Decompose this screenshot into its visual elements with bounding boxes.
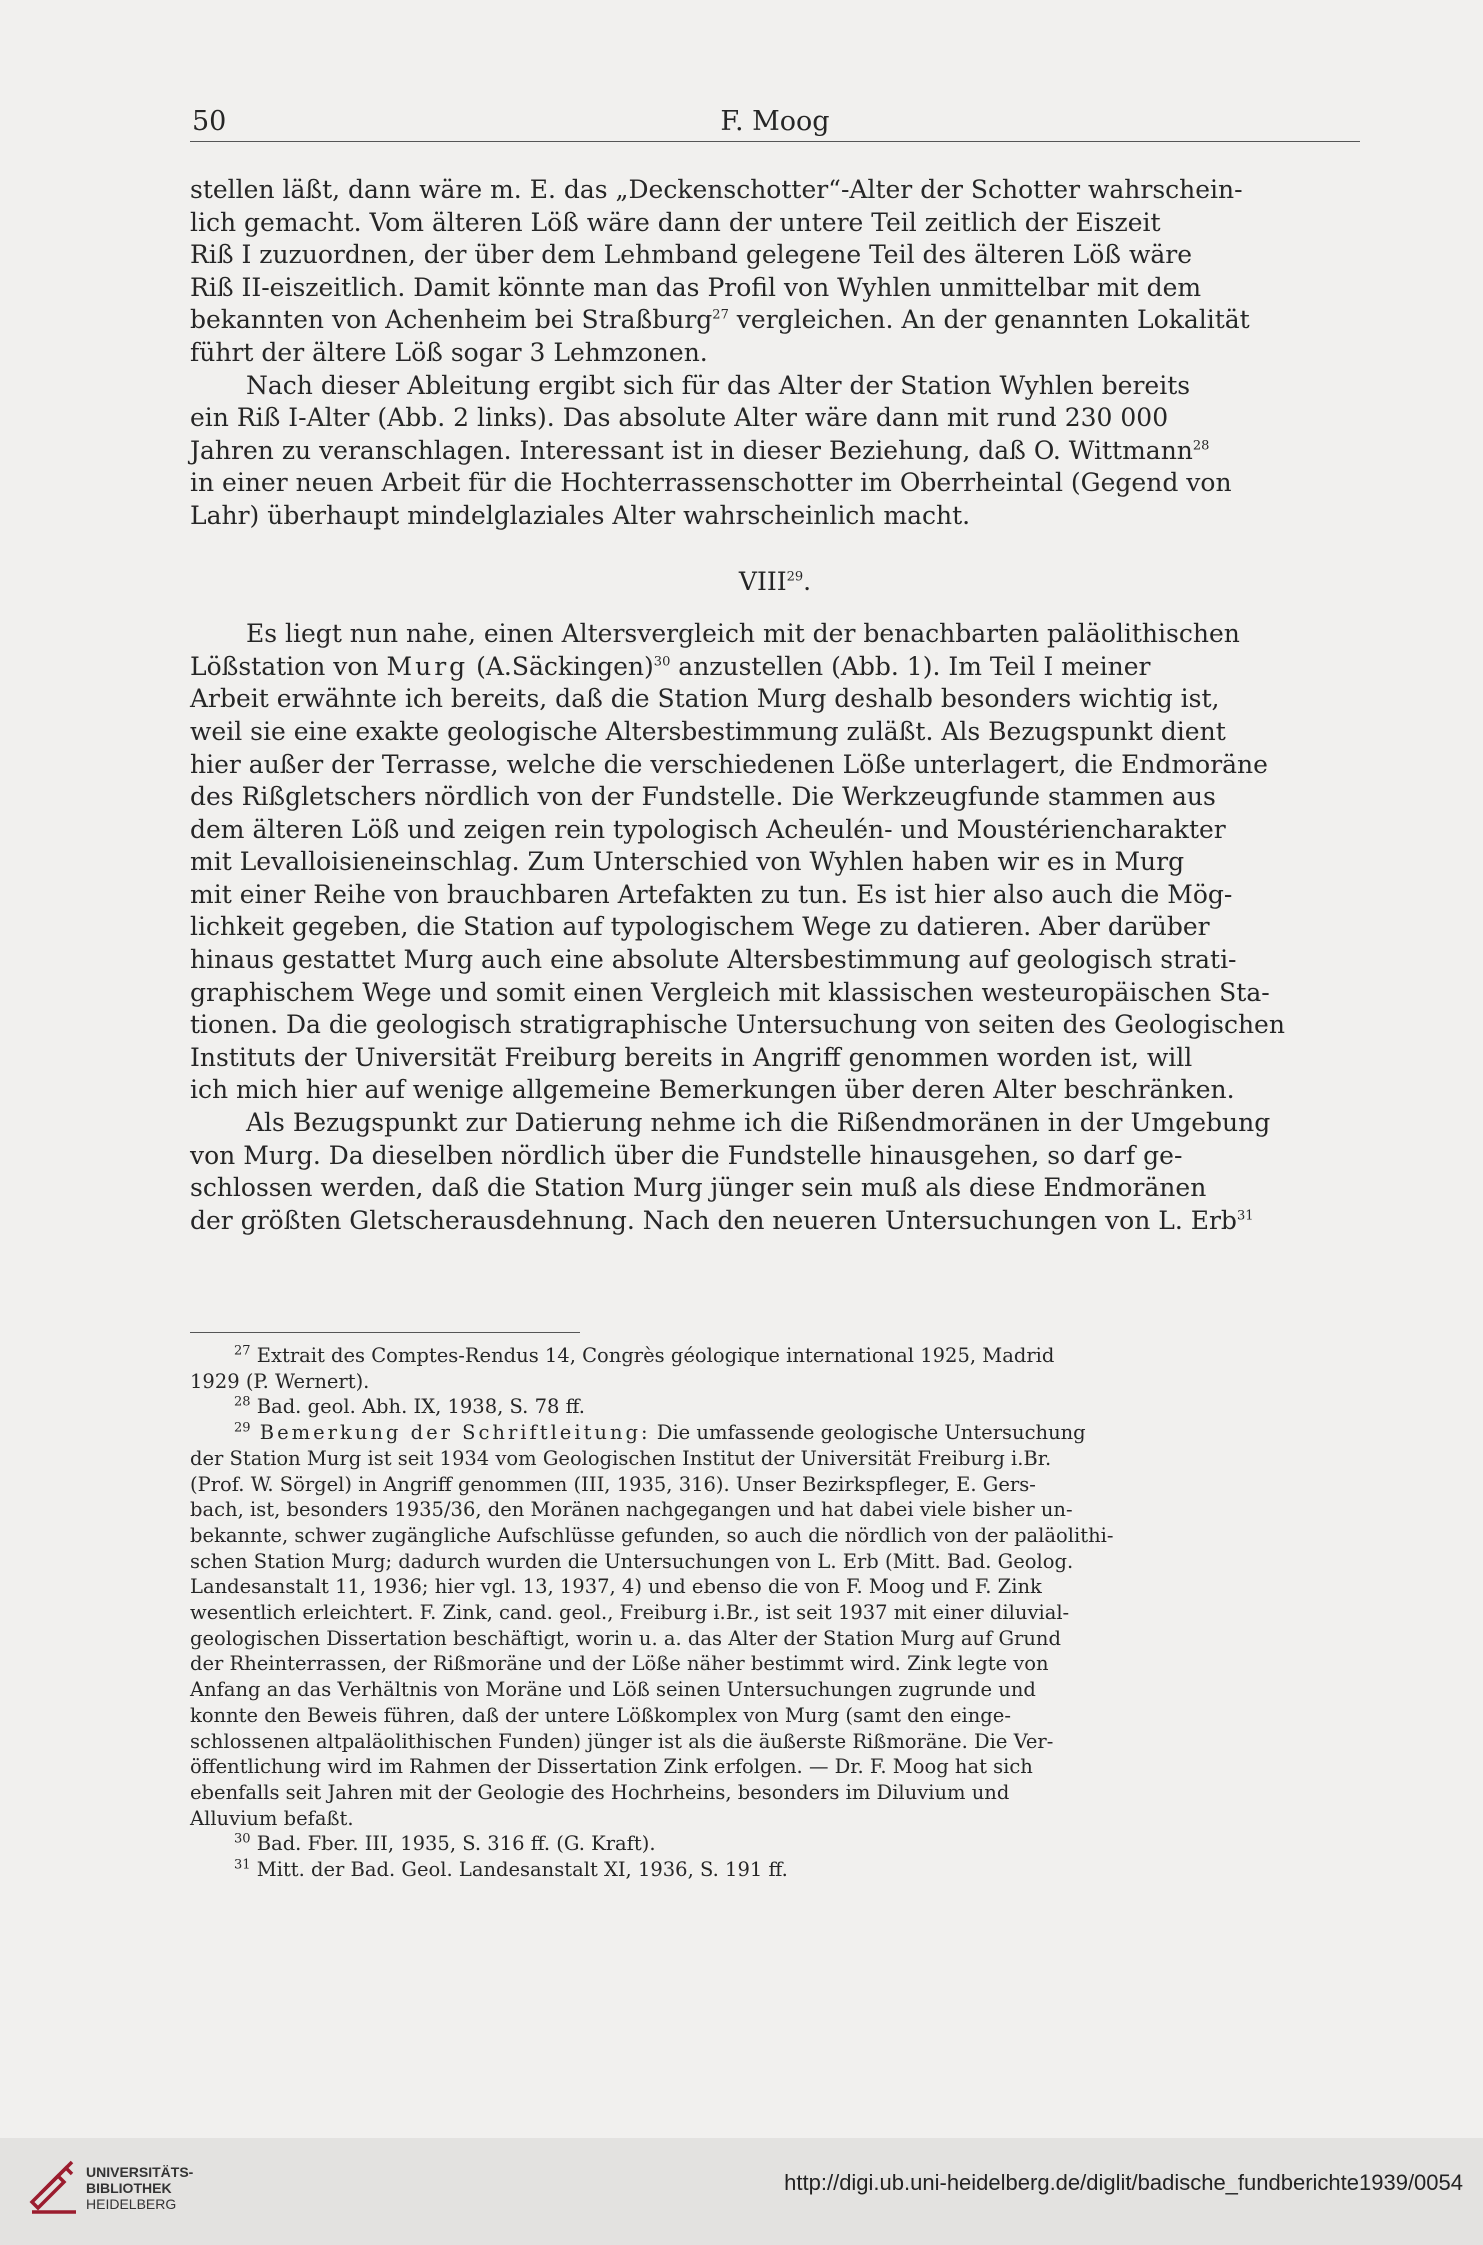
text-segment: der größten Gletscherausdehnung. Nach den neueren Untersuchungen von L. Erb <box>190 1205 1237 1235</box>
library-line: HEIDELBERG <box>86 2196 177 2212</box>
footnote-line: geologischen Dissertation beschäftigt, worin u. a. das Alter der Station Murg auf Grund <box>190 1626 1061 1650</box>
text-line: graphischem Wege und somit einen Vergleich mit klassischen westeuropäischen Sta- <box>190 977 1270 1007</box>
footnote-30 <box>190 1831 1360 1857</box>
library-name <box>86 2164 193 2212</box>
text-line: mit Levalloisieneinschlag. Zum Unterschied von Wyhlen haben wir es in Murg <box>190 847 1185 877</box>
text-line: in einer neuen Arbeit für die Hochterrassenschotter im Oberrheintal (Gegend von <box>190 468 1232 498</box>
text-line <box>190 1205 1360 1238</box>
footnote-line: öffentlichung wird im Rahmen der Dissertation Zink erfolgen. — Dr. F. Moog hat sich <box>190 1755 1033 1779</box>
text-segment: Lößstation von <box>190 651 387 681</box>
footnote-line: schen Station Murg; dadurch wurden die Untersuchungen von L. Erb (Mitt. Bad. Geolog. <box>190 1549 1074 1573</box>
footnote-text: Bad. geol. Abh. IX, 1938, S. 78 ff. <box>250 1395 585 1419</box>
footnote-line: Anfang an das Verhältnis von Moräne und Löß seinen Untersuchungen zugrunde und <box>190 1678 1036 1702</box>
paragraph-3 <box>190 618 1360 1237</box>
footnote-line: Landesanstalt 11, 1936; hier vgl. 13, 1937, 4) und ebenso die von F. Moog und F. Zink <box>190 1575 1042 1599</box>
text-line: schlossen werden, daß die Station Murg jünger sein muß als diese Endmoränen <box>190 1173 1207 1203</box>
footnote-number: 31 <box>234 1857 251 1873</box>
footnote-number: 28 <box>234 1394 251 1410</box>
text-line: tionen. Da die geologisch stratigraphische Untersuchung von seiten des Geologischen <box>190 1010 1285 1040</box>
footnote-line: bekannte, schwer zugängliche Aufschlüsse gefunden, so auch die nördlich von der paläolithi- <box>190 1523 1114 1547</box>
text-segment: vergleichen. An der genannten Lokalität <box>728 305 1250 335</box>
footnote-text: Bad. Fber. III, 1935, S. 316 ff. (G. Kraft). <box>250 1832 656 1856</box>
text-line: von Murg. Da dieselben nördlich über die Fundstelle hinausgehen, so darf ge- <box>190 1140 1183 1170</box>
text-line: ich mich hier auf wenige allgemeine Bemerkungen über deren Alter beschränken. <box>190 1075 1235 1105</box>
text-line <box>190 651 1360 684</box>
text-line: stellen läßt, dann wäre m. E. das „Deckenschotter“-Alter der Schotter wahrschein- <box>190 175 1243 204</box>
place-name-murg: Murg <box>386 651 469 681</box>
text-line: Es liegt nun nahe, einen Altersvergleich mit der benachbarten paläolithischen <box>246 619 1240 649</box>
running-head: F. Moog <box>720 106 830 137</box>
text-line: Instituts der Universität Freiburg bereits in Angriff genommen worden ist, will <box>190 1042 1193 1072</box>
footnote-27 <box>190 1343 1360 1369</box>
paragraph-1 <box>190 174 1360 370</box>
footnote-line: der Rheinterrassen, der Rißmoräne und der Löße näher bestimmt wird. Zink legte von <box>190 1652 1049 1676</box>
text-line: Riß I zuzuordnen, der über dem Lehmband gelegene Teil des älteren Löß wäre <box>190 240 1192 270</box>
footnote-line: ebenfalls seit Jahren mit der Geologie des Hochrheins, besonders im Diluvium und <box>190 1780 1010 1804</box>
footnote-31 <box>190 1857 1360 1883</box>
text-line: hier außer der Terrasse, welche die verschiedenen Löße unterlagert, die Endmoräne <box>190 749 1268 779</box>
header-rule <box>190 141 1360 142</box>
footnote-number: 29 <box>234 1420 251 1436</box>
footnote-ref-28: 28 <box>1192 438 1210 454</box>
section-number: VIII <box>738 566 787 596</box>
university-library-logo-icon <box>28 2156 80 2216</box>
page-number: 50 <box>192 106 227 137</box>
text-line: lichkeit gegeben, die Station auf typologischem Wege zu datieren. Aber darüber <box>190 912 1210 942</box>
footnote-ref-30: 30 <box>653 654 671 670</box>
text-line: lich gemacht. Vom älteren Löß wäre dann der untere Teil zeitlich der Eiszeit <box>190 207 1161 237</box>
source-url-link[interactable]: http://digi.ub.uni-heidelberg.de/diglit/badische_fundberichte1939/0054 <box>784 2170 1463 2195</box>
footnote-label: Bemerkung der Schriftleitung: <box>250 1421 651 1445</box>
text-line: Arbeit erwähnte ich bereits, daß die Station Murg deshalb besonders wichtig ist, <box>190 684 1220 714</box>
footnote-line: Alluvium befaßt. <box>190 1806 354 1830</box>
footnote-line: konnte den Beweis führen, daß der untere Lößkomplex von Murg (samt den einge- <box>190 1703 1011 1727</box>
footer-bar <box>0 2138 1483 2245</box>
footnote-29 <box>190 1420 1360 1446</box>
text-line: Nach dieser Ableitung ergibt sich für das Alter der Station Wyhlen bereits <box>246 370 1191 400</box>
text-line: hinaus gestattet Murg auch eine absolute Altersbestimmung auf geologisch strati- <box>190 945 1237 975</box>
text-line: weil sie eine exakte geologische Altersbestimmung zuläßt. Als Bezugspunkt dient <box>190 716 1226 746</box>
section-heading <box>190 566 1360 599</box>
footnote-number: 27 <box>234 1343 251 1359</box>
footnote-text: Mitt. der Bad. Geol. Landesanstalt XI, 1936, S. 191 ff. <box>250 1858 788 1882</box>
text-segment: Jahren zu veranschlagen. Interessant ist in dieser Beziehung, daß O. Wittmann <box>190 435 1193 465</box>
footnote-line: 1929 (P. Wernert). <box>190 1369 370 1393</box>
text-line: Als Bezugspunkt zur Datierung nehme ich die Rißendmoränen in der Umgebung <box>246 1108 1271 1138</box>
footnote-line: schlossenen altpaläolithischen Funden) jünger ist als die äußerste Rißmoräne. Die Ver- <box>190 1729 1054 1753</box>
footnote-line: bach, ist, besonders 1935/36, den Moränen nachgegangen und hat dabei viele bisher un- <box>190 1498 1073 1522</box>
text-line: Lahr) überhaupt mindelglaziales Alter wahrscheinlich macht. <box>190 500 971 530</box>
footnote-28 <box>190 1394 1360 1420</box>
footnote-text: Die umfassende geologische Untersuchung <box>650 1421 1086 1445</box>
text-segment: bekannten von Achenheim bei Straßburg <box>190 305 713 335</box>
text-segment: (A.Säckingen) <box>468 651 654 681</box>
footnotes <box>190 1343 1360 1883</box>
page-header <box>190 106 1360 142</box>
footnote-ref-29: 29 <box>786 569 804 585</box>
text-segment: anzustellen (Abb. 1). Im Teil I meiner <box>670 651 1151 681</box>
main-text <box>190 174 1360 1237</box>
text-line: ein Riß I-Alter (Abb. 2 links). Das absolute Alter wäre dann mit rund 230 000 <box>190 403 1169 433</box>
footnote-line: (Prof. W. Sörgel) in Angriff genommen (III, 1935, 316). Unser Bezirkspfleger, E. Gers- <box>190 1472 1036 1496</box>
section-heading-end: . <box>803 566 812 596</box>
library-line: UNIVERSITÄTS- <box>86 2164 194 2180</box>
footnote-ref-31: 31 <box>1236 1208 1254 1224</box>
text-line: Riß II-eiszeitlich. Damit könnte man das Profil von Wyhlen unmittelbar mit dem <box>190 272 1202 302</box>
footnote-line: wesentlich erleichtert. F. Zink, cand. geol., Freiburg i.Br., ist seit 1937 mit einer diluvial- <box>190 1601 1070 1625</box>
text-line: führt der ältere Löß sogar 3 Lehmzonen. <box>190 337 708 367</box>
footnote-text: Extrait des Comptes-Rendus 14, Congrès géologique international 1925, Madrid <box>250 1344 1055 1367</box>
footnote-line: der Station Murg ist seit 1934 vom Geologischen Institut der Universität Freiburg i.Br. <box>190 1446 1052 1470</box>
text-line: dem älteren Löß und zeigen rein typologisch Acheulén- und Moustériencharakter <box>190 814 1226 844</box>
text-line: mit einer Reihe von brauchbaren Artefakten zu tun. Es ist hier also auch die Mög- <box>190 879 1233 909</box>
text-line: des Rißgletschers nördlich von der Fundstelle. Die Werkzeugfunde stammen aus <box>190 782 1216 812</box>
footnote-ref-27: 27 <box>712 308 729 324</box>
library-line: BIBLIOTHEK <box>86 2180 172 2196</box>
footnote-number: 30 <box>234 1831 251 1847</box>
paragraph-2 <box>190 370 1360 533</box>
footnote-rule <box>190 1332 580 1333</box>
text-line <box>190 304 1360 337</box>
text-line <box>190 435 1360 468</box>
